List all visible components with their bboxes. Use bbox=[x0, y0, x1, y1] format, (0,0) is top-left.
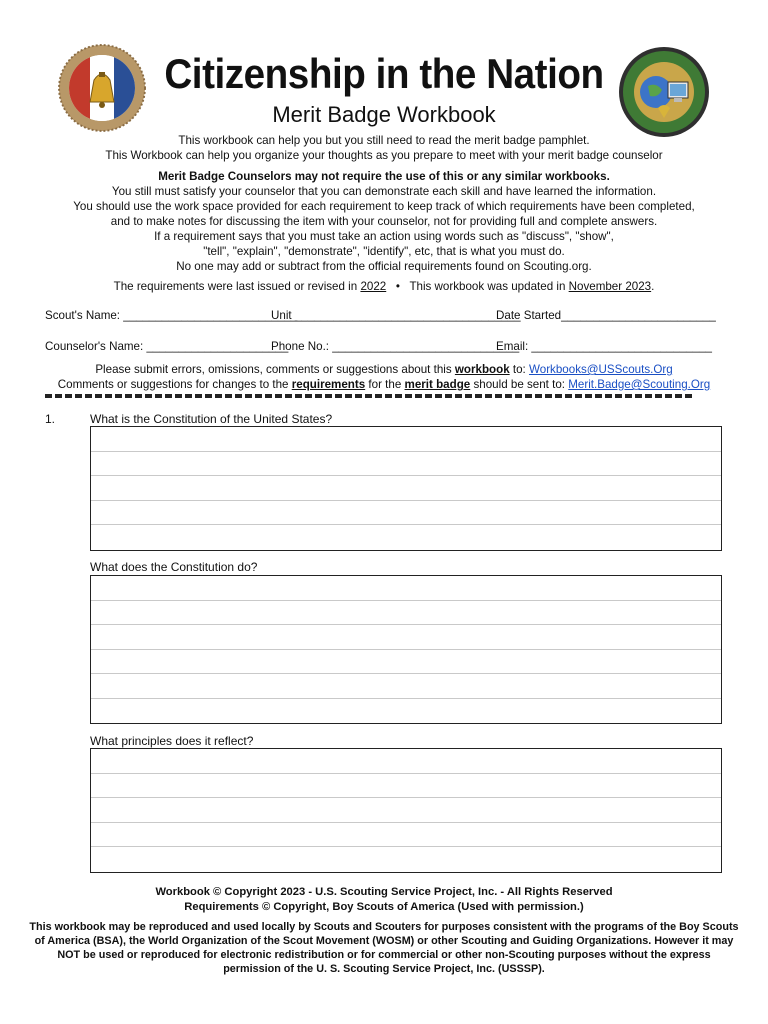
intro-bold-line: Merit Badge Counselors may not require the use of this or any similar workbooks. bbox=[158, 170, 610, 183]
submit-text: should be sent to: bbox=[473, 378, 566, 391]
answer-box-2[interactable] bbox=[90, 575, 722, 724]
workbooks-email-link[interactable]: Workbooks@USScouts.Org bbox=[529, 363, 673, 376]
footer-license-1: This workbook may be reproduced and used locally by Scouts and Scouters for purposes consistent with the programs of the Boy Scouts bbox=[29, 921, 739, 933]
answer-box-3[interactable] bbox=[90, 748, 722, 873]
submit-text: for the bbox=[368, 378, 402, 391]
intro-line-3: You still must satisfy your counselor that you can demonstrate each skill and have learned the information. bbox=[111, 185, 657, 198]
date-started-field[interactable]: Date Started________________________ bbox=[496, 309, 716, 322]
answer-line[interactable] bbox=[91, 625, 721, 650]
scout-name-field[interactable]: Scout's Name: ___________________________ bbox=[45, 309, 298, 322]
answer-line[interactable] bbox=[91, 576, 721, 601]
counselor-name-field[interactable]: Counselor's Name: ______________________ bbox=[45, 340, 289, 353]
submit-line-2 bbox=[0, 377, 768, 392]
page-subtitle: Merit Badge Workbook bbox=[272, 102, 496, 127]
updated-date: November 2023 bbox=[568, 280, 652, 293]
question-1-text: What is the Constitution of the United States? bbox=[90, 412, 333, 426]
answer-line[interactable] bbox=[91, 699, 721, 724]
question-3-text: What principles does it reflect? bbox=[90, 734, 254, 748]
submit-bold-requirements: requirements bbox=[291, 378, 366, 391]
merit-badge-email-link[interactable]: Merit.Badge@Scouting.Org bbox=[568, 378, 711, 391]
page-title: Citizenship in the Nation bbox=[164, 50, 604, 97]
phone-field[interactable]: Phone No.: _____________________________ bbox=[271, 340, 520, 353]
answer-box-1[interactable] bbox=[90, 426, 722, 551]
footer-license-3: NOT be used or reproduced for electronic redistribution or for commercial or other non-Scouting purposes without the express bbox=[57, 949, 711, 961]
answer-line[interactable] bbox=[91, 452, 721, 477]
email-field[interactable]: Email: ____________________________ bbox=[496, 340, 712, 353]
footer-license-2: of America (BSA), the World Organization of the Scout Movement (WOSM) or other Scouting and Guiding Organizations. However it may bbox=[34, 935, 734, 947]
intro-line-4: You should use the work space provided for each requirement to keep track of which requirements have been completed, bbox=[73, 200, 695, 213]
intro-line-2: This Workbook can help you organize your thoughts as you prepare to meet with your merit badge counselor bbox=[105, 149, 663, 162]
revision-line bbox=[0, 279, 768, 294]
answer-line[interactable] bbox=[91, 823, 721, 848]
intro-line-6: If a requirement says that you must take an action using words such as "discuss", "show", bbox=[154, 230, 614, 243]
dashed-divider bbox=[45, 394, 695, 398]
answer-line[interactable] bbox=[91, 749, 721, 774]
answer-line[interactable] bbox=[91, 476, 721, 501]
answer-line[interactable] bbox=[91, 427, 721, 452]
intro-line-7: "tell", "explain", "demonstrate", "identify", etc, that is what you must do. bbox=[203, 245, 565, 258]
submit-bold-workbook: workbook bbox=[454, 363, 510, 376]
answer-line[interactable] bbox=[91, 847, 721, 872]
intro-line-8: No one may add or subtract from the official requirements found on Scouting.org. bbox=[176, 260, 592, 273]
answer-line[interactable] bbox=[91, 601, 721, 626]
answer-line[interactable] bbox=[91, 501, 721, 526]
footer-license-4: permission of the U. S. Scouting Service Project, Inc. (USSSP). bbox=[223, 963, 545, 975]
intro-line-5: and to make notes for discussing the item with your counselor, not for providing full and complete answers. bbox=[110, 215, 658, 228]
footer-copyright-workbook: Workbook © Copyright 2023 - U.S. Scouting Service Project, Inc. - All Rights Reserved bbox=[155, 886, 613, 898]
submit-text: to: bbox=[512, 363, 526, 376]
answer-line[interactable] bbox=[91, 650, 721, 675]
submit-text: Please submit errors, omissions, comments or suggestions about this bbox=[95, 363, 452, 376]
answer-line[interactable] bbox=[91, 774, 721, 799]
updated-suffix: . bbox=[651, 280, 655, 293]
answer-line[interactable] bbox=[91, 674, 721, 699]
question-number: 1. bbox=[45, 412, 56, 426]
submit-bold-merit-badge: merit badge bbox=[404, 378, 471, 391]
footer-copyright-requirements: Requirements © Copyright, Boy Scouts of America (Used with permission.) bbox=[184, 901, 584, 913]
revised-prefix: The requirements were last issued or revised in bbox=[113, 280, 358, 293]
updated-prefix: This workbook was updated in bbox=[409, 280, 566, 293]
revised-year: 2022 bbox=[360, 280, 387, 293]
bullet: • bbox=[395, 280, 400, 293]
unit-field[interactable]: Unit ___________________________________ bbox=[271, 309, 521, 322]
answer-line[interactable] bbox=[91, 525, 721, 550]
question-2-text: What does the Constitution do? bbox=[90, 560, 258, 574]
submit-text: Comments or suggestions for changes to the bbox=[57, 378, 289, 391]
intro-line-1: This workbook can help you but you still need to read the merit badge pamphlet. bbox=[178, 134, 590, 147]
submit-line-1 bbox=[0, 362, 768, 377]
answer-line[interactable] bbox=[91, 798, 721, 823]
